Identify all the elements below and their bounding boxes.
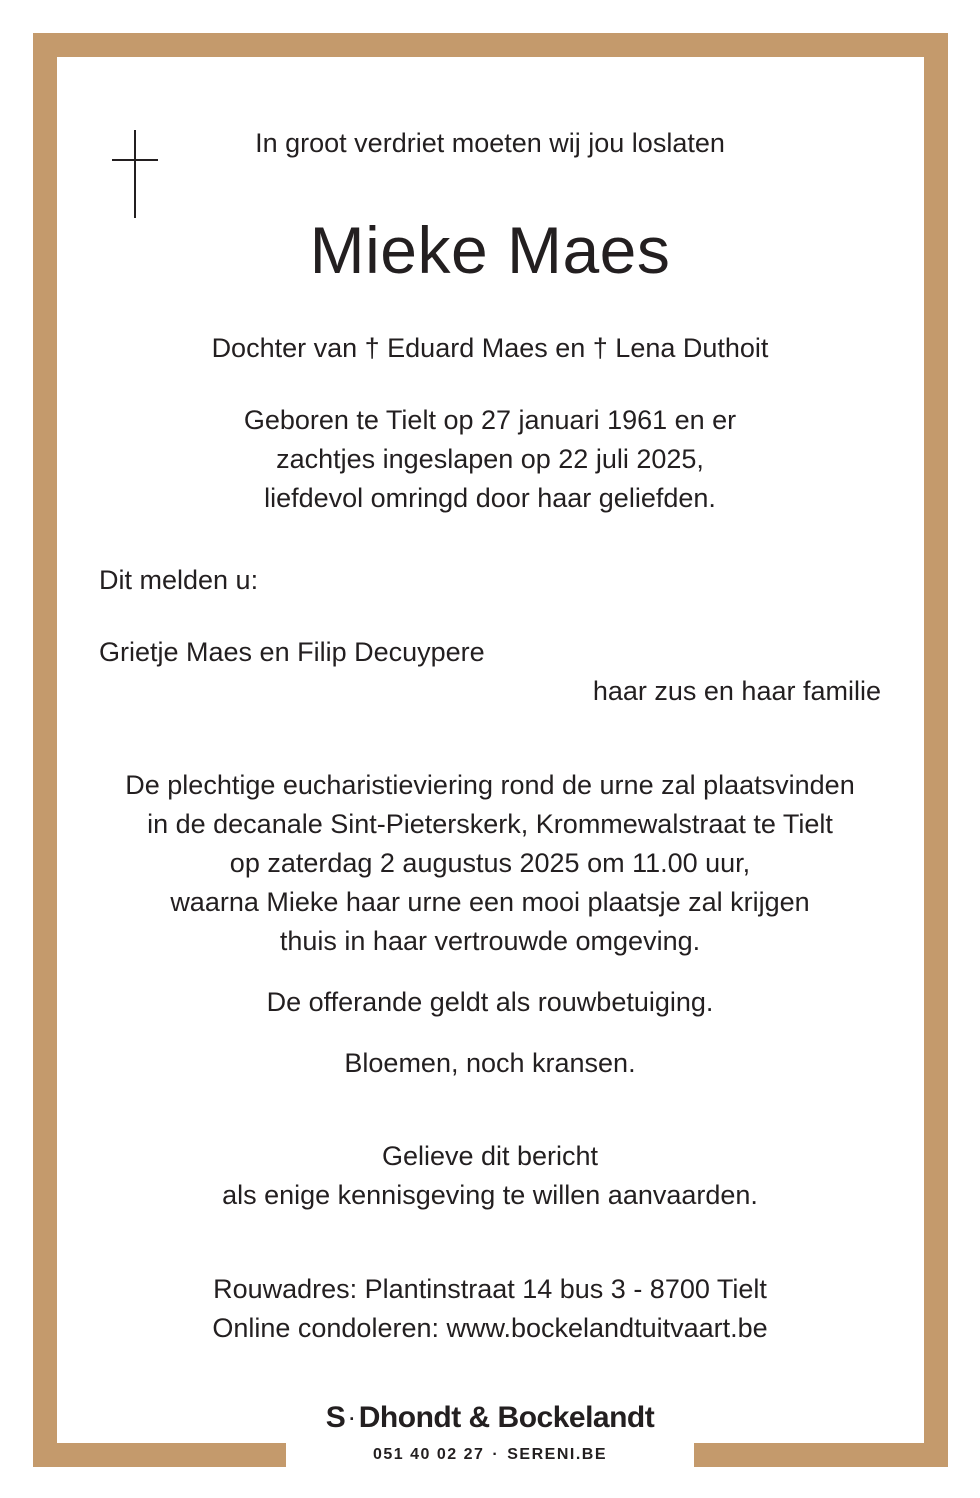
ceremony-line-3: op zaterdag 2 augustus 2025 om 11.00 uur, xyxy=(229,848,751,878)
brand-mark: S xyxy=(325,1401,346,1434)
birth-line-1: Geboren te Tielt op 27 januari 1961 en er xyxy=(243,405,737,435)
ceremony-line-1: De plechtige eucharistieviering rond de urne zal plaatsvinden xyxy=(125,770,855,800)
brand-dot: · xyxy=(349,1409,355,1430)
address-line: Rouwadres: Plantinstraat 14 bus 3 - 8700 Tielt xyxy=(213,1274,767,1304)
flowers-line: Bloemen, noch kransen. xyxy=(344,1048,636,1078)
condolences-line xyxy=(0,1309,980,1348)
website-link[interactable]: SERENI.BE xyxy=(507,1446,607,1463)
announcer-relation: haar zus en haar familie xyxy=(592,676,881,706)
offering-line: De offerande geldt als rouwbetuiging. xyxy=(266,987,714,1017)
phone-number: 051 40 02 27 xyxy=(373,1446,485,1463)
brand-name: Dhondt & Bockelandt xyxy=(358,1401,655,1434)
condolences-text: Online condoleren: www.bockelandtuitvaart.be xyxy=(212,1313,768,1343)
announcers-label: Dit melden u: xyxy=(99,565,259,595)
birth-line-3: liefdevol omringd door haar geliefden. xyxy=(264,483,716,513)
funeral-home-logo xyxy=(0,1398,980,1439)
ceremony-line-5: thuis in haar vertrouwde omgeving. xyxy=(279,926,701,956)
announcer-names: Grietje Maes en Filip Decuypere xyxy=(99,637,485,667)
funeral-home-contact xyxy=(0,1443,980,1467)
ceremony-line-4: waarna Mieke haar urne een mooi plaatsje zal krijgen xyxy=(170,887,810,917)
parents-line: Dochter van † Eduard Maes en † Lena Duthoit xyxy=(211,333,769,363)
deceased-name: Mieke Maes xyxy=(309,213,671,287)
notice-line-1: Gelieve dit bericht xyxy=(381,1141,599,1171)
ceremony-line-2: in de decanale Sint-Pieterskerk, Krommewalstraat te Tielt xyxy=(147,809,833,839)
notice-line-2: als enige kennisgeving te willen aanvaarden. xyxy=(222,1180,758,1210)
birth-line-2: zachtjes ingeslapen op 22 juli 2025, xyxy=(276,444,704,474)
intro-line: In groot verdriet moeten wij jou loslaten xyxy=(255,128,725,158)
contact-separator: · xyxy=(492,1446,500,1463)
